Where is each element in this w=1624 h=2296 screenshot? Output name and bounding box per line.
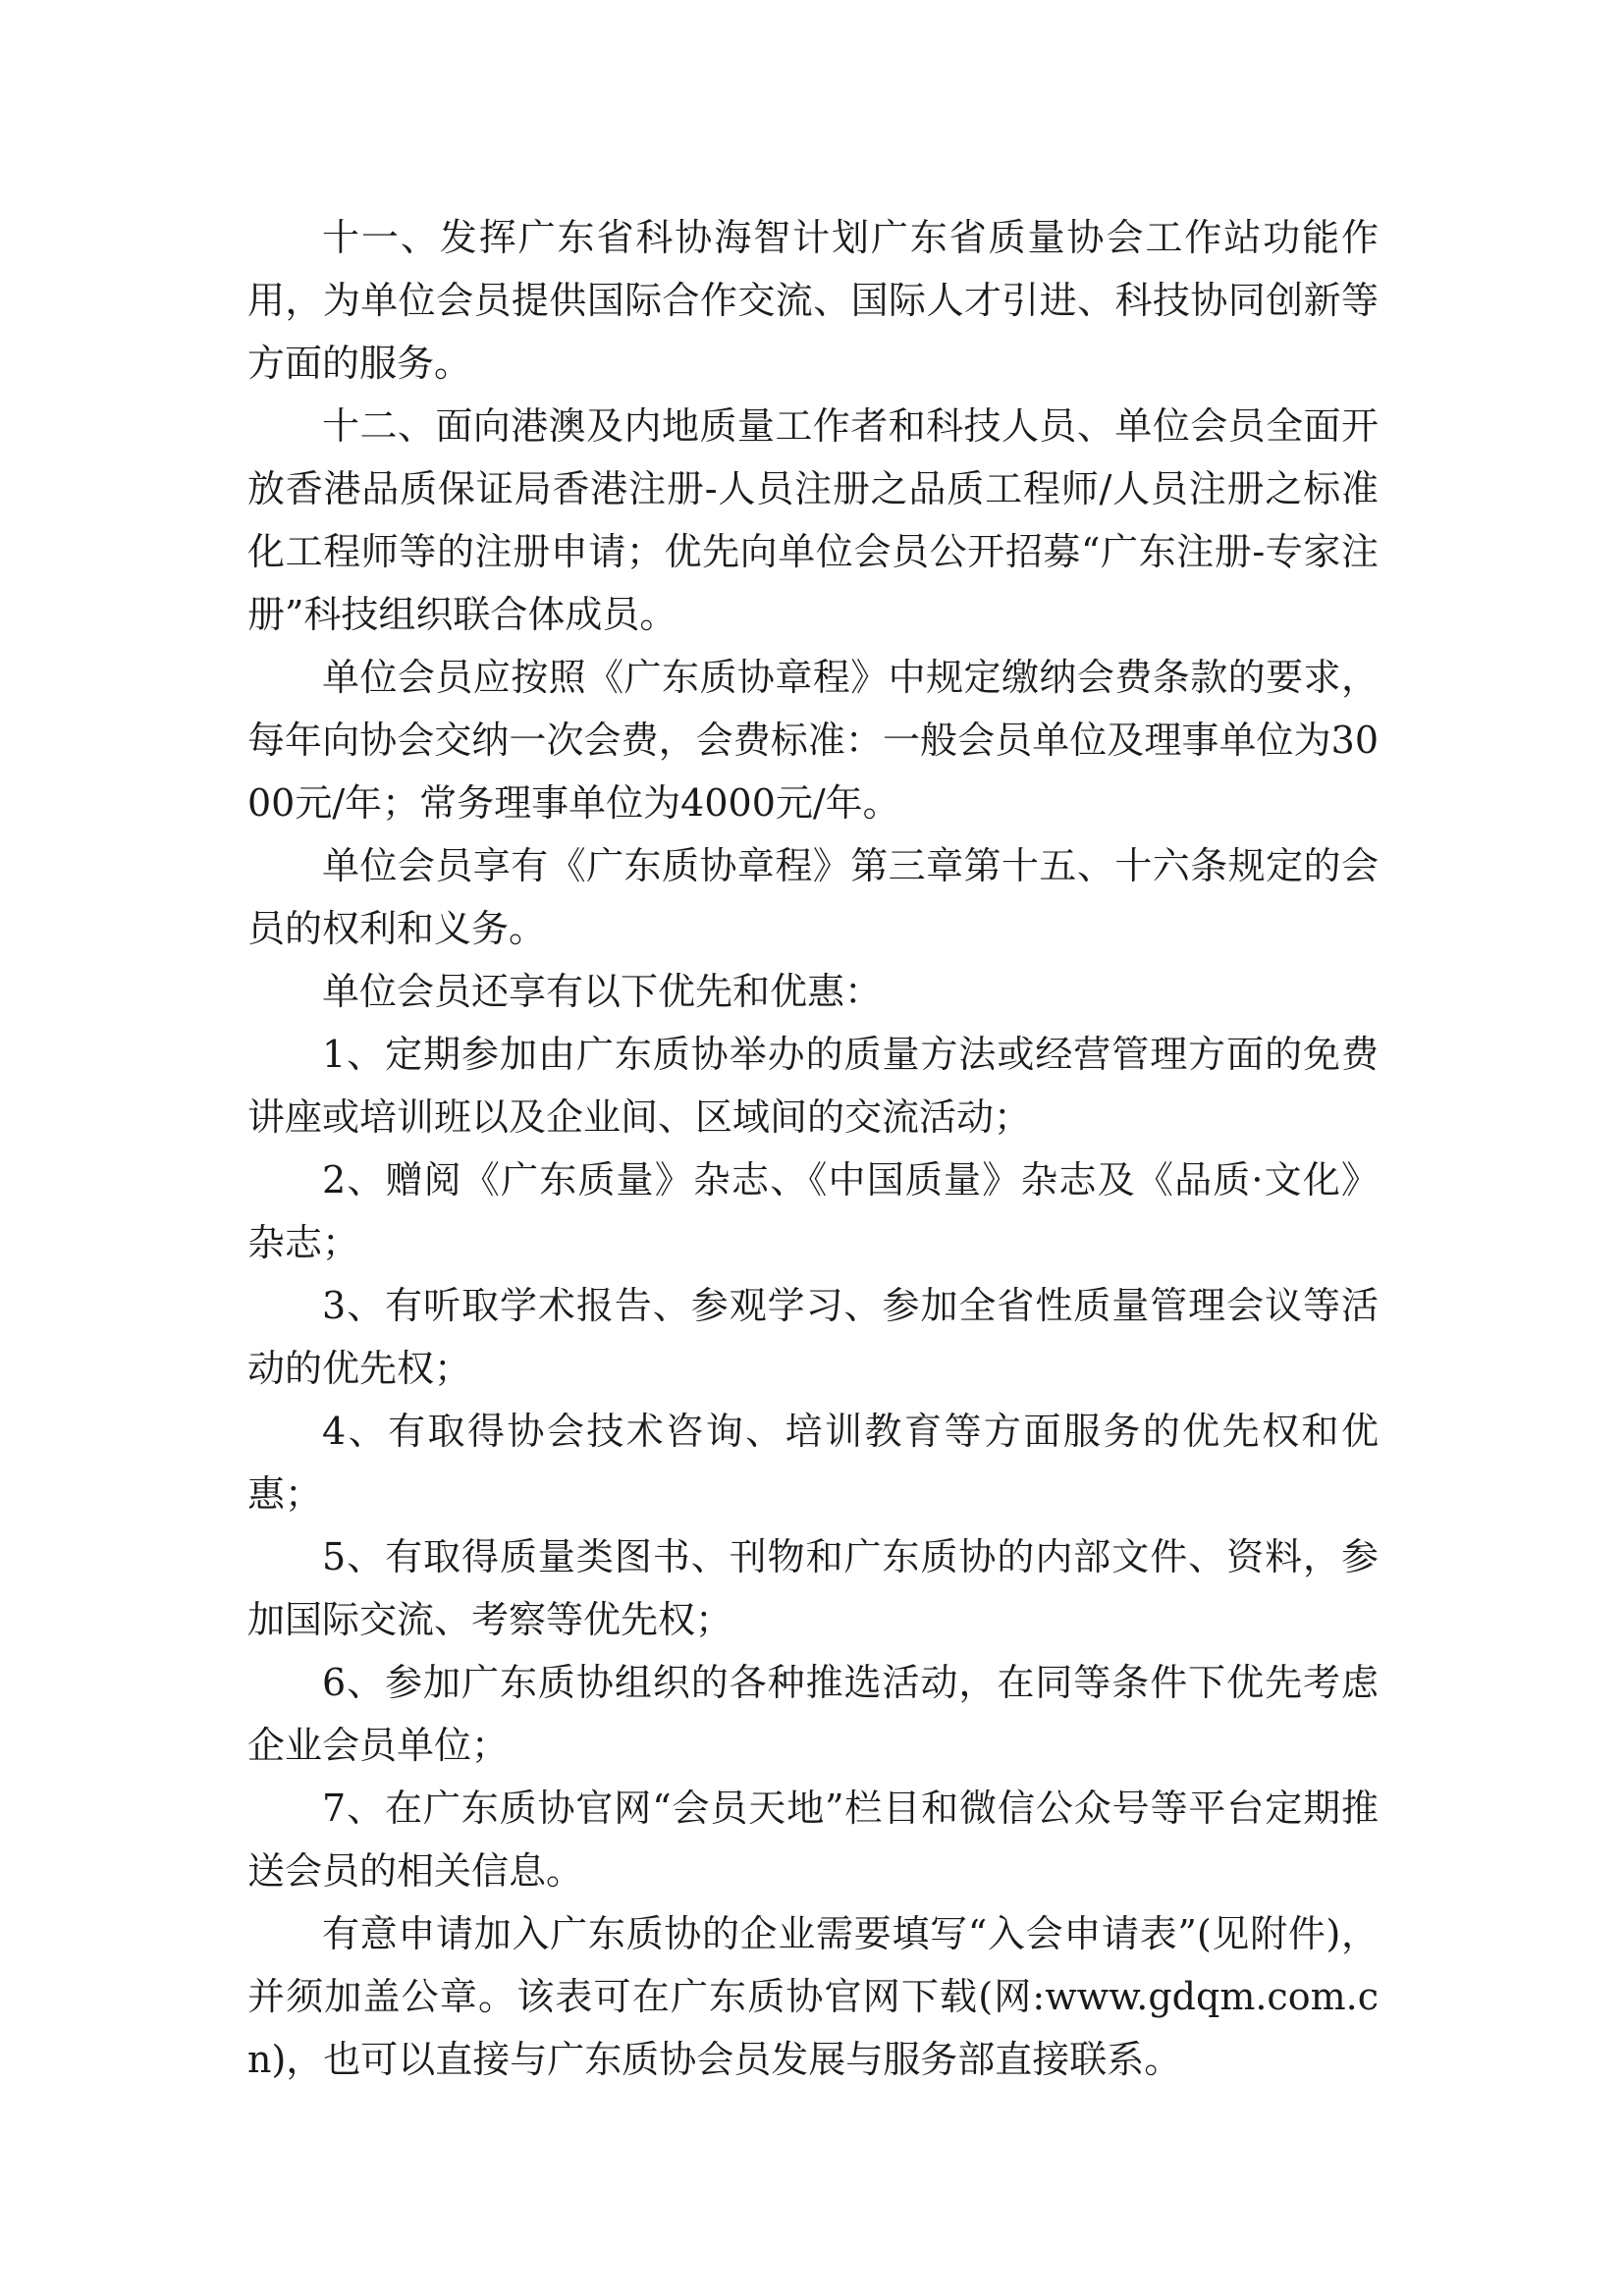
paragraph-benefits-intro: 单位会员还享有以下优先和优惠： xyxy=(322,970,883,1013)
paragraph-application-info: 有意申请加入广东质协的企业需要填写“入会申请表”(见附件)，并须加盖公章。该表可在广东质协官网下载(网:www.gdqm.com.cn)，也可以直接与广东质协会员发展与服务部直接联系。 xyxy=(247,1912,1379,2081)
paragraph-membership-fee: 单位会员应按照《广东质协章程》中规定缴纳会费条款的要求，每年向协会交纳一次会费，会费标准：一般会员单位及理事单位为3000元/年；常务理事单位为4000元/年。 xyxy=(247,656,1379,825)
paragraph-item-11: 十一、发挥广东省科协海智计划广东省质量协会工作站功能作用，为单位会员提供国际合作交流、国际人才引进、科技协同创新等方面的服务。 xyxy=(247,216,1379,385)
benefit-item-2: 2、赠阅《广东质量》杂志、《中国质量》杂志及《品质·文化》杂志； xyxy=(247,1158,1379,1264)
paragraph-item-12: 十二、面向港澳及内地质量工作者和科技人员、单位会员全面开放香港品质保证局香港注册-人员注册之品质工程师/人员注册之标准化工程师等的注册申请；优先向单位会员公开招募“广东注册-专家注册”科技组织联合体成员。 xyxy=(247,404,1379,636)
benefit-item-5: 5、有取得质量类图书、刊物和广东质协的内部文件、资料，参加国际交流、考察等优先权； xyxy=(247,1535,1379,1641)
benefit-item-7: 7、在广东质协官网“会员天地”栏目和微信公众号等平台定期推送会员的相关信息。 xyxy=(247,1787,1379,1893)
benefit-item-3: 3、有听取学术报告、参观学习、参加全省性质量管理会议等活动的优先权； xyxy=(247,1284,1379,1390)
paragraph-member-rights: 单位会员享有《广东质协章程》第三章第十五、十六条规定的会员的权利和义务。 xyxy=(247,844,1379,950)
document-body xyxy=(247,206,1379,2091)
benefit-item-4: 4、有取得协会技术咨询、培训教育等方面服务的优先权和优惠； xyxy=(247,1410,1379,1516)
benefit-item-1: 1、定期参加由广东质协举办的质量方法或经营管理方面的免费讲座或培训班以及企业间、区域间的交流活动； xyxy=(247,1033,1379,1139)
benefit-item-6: 6、参加广东质协组织的各种推选活动，在同等条件下优先考虑企业会员单位； xyxy=(247,1661,1379,1767)
